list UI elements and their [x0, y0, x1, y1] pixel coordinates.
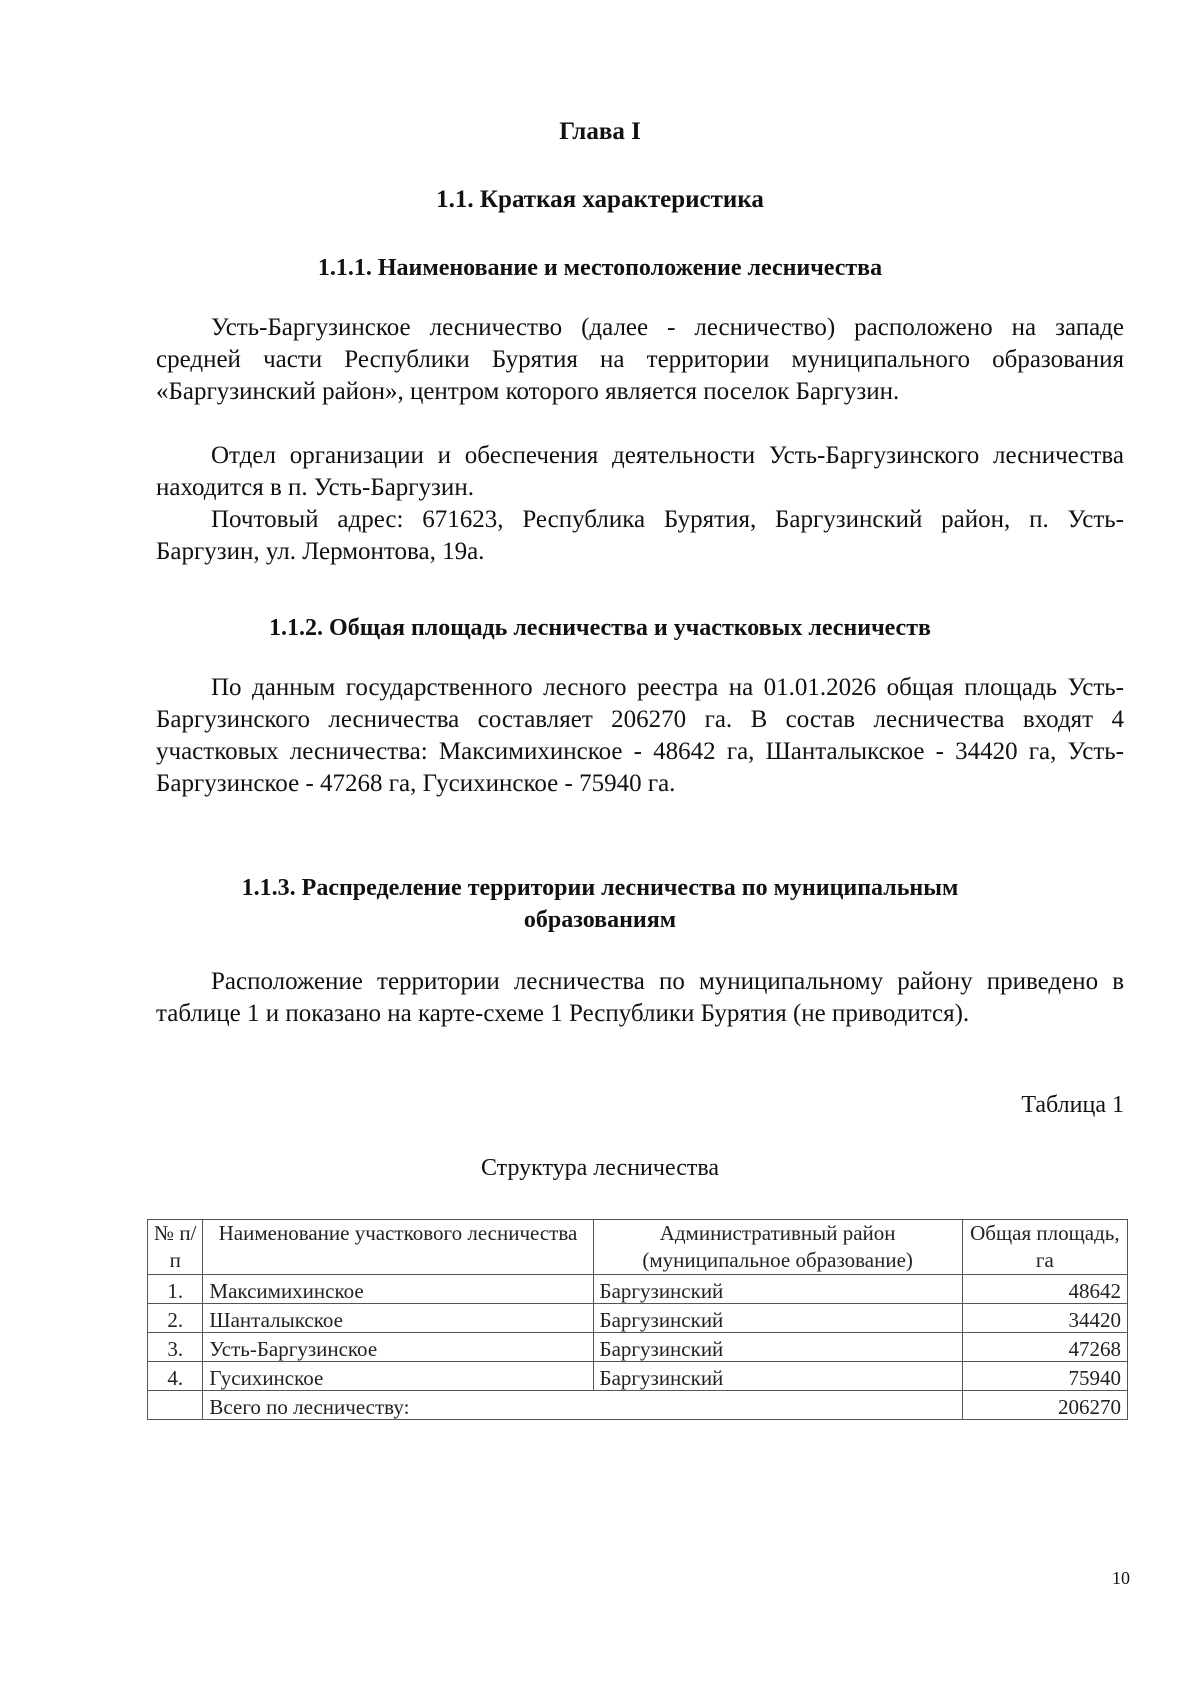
subsection-title-1: 1.1.1. Наименование и местоположение лесничества — [317, 255, 883, 281]
cell-name: Гусихинское — [203, 1362, 593, 1391]
paragraph-address: Почтовый адрес: 671623, Республика Бурятия, Баргузинский район, п. Усть-Баргузин, ул. Лермонтова, 19а. — [156, 506, 1124, 565]
cell-area: 34420 — [962, 1304, 1127, 1333]
header-num: № п/п — [148, 1220, 203, 1275]
table-total-row — [148, 1391, 1128, 1420]
table-row — [148, 1333, 1128, 1362]
table-row — [148, 1304, 1128, 1333]
header-area: Общая площадь, га — [962, 1220, 1127, 1275]
subsection-title-3-line2: образованиям — [523, 907, 677, 933]
subsection-title-3 — [150, 872, 1050, 936]
paragraph-location: Усть-Баргузинское лесничество (далее - лесничество) расположено на западе средней части Республики Бурятия на территории муниципального образования «Баргузинский район», центром которого является поселок Баргузин. — [156, 314, 1124, 405]
total-label: Всего по лесничеству: — [203, 1391, 962, 1420]
cell-area: 48642 — [962, 1275, 1127, 1304]
header-district: Административный район (муниципальное образование) — [593, 1220, 962, 1275]
paragraph-distribution: Расположение территории лесничества по муниципальному району приведено в таблице 1 и показано на карте-схеме 1 Республики Бурятия (не приводится). — [156, 968, 1124, 1027]
cell-name: Шанталыкское — [203, 1304, 593, 1333]
cell-num: 4. — [148, 1362, 203, 1391]
paragraph-area: По данным государственного лесного реестра на 01.01.2026 общая площадь Усть-Баргузинского лесничества составляет 206270 га. В состав лесничества входят 4 участковых лесничества: Максимихинское - 48642 га, Шанталыкское - 34420 га, Усть-Баргузинское - 47268 га, Гусихинское - 75940 га. — [156, 674, 1124, 797]
cell-num: 3. — [148, 1333, 203, 1362]
cell-district: Баргузинский — [593, 1362, 962, 1391]
table-header-row — [148, 1220, 1128, 1275]
cell-num-empty — [148, 1391, 203, 1420]
header-name: Наименование участкового лесничества — [203, 1220, 593, 1275]
table-label: Таблица 1 — [1021, 1092, 1124, 1118]
cell-num: 2. — [148, 1304, 203, 1333]
subsection-title-2: 1.1.2. Общая площадь лесничества и участковых лесничеств — [269, 615, 931, 641]
cell-district: Баргузинский — [593, 1275, 962, 1304]
chapter-title: Глава I — [559, 118, 641, 145]
cell-name: Усть-Баргузинское — [203, 1333, 593, 1362]
cell-district: Баргузинский — [593, 1304, 962, 1333]
subsection-title-3-line1: 1.1.3. Распределение территории лесничества по муниципальным — [241, 875, 959, 901]
cell-name: Максимихинское — [203, 1275, 593, 1304]
cell-area: 75940 — [962, 1362, 1127, 1391]
table-row — [148, 1362, 1128, 1391]
cell-district: Баргузинский — [593, 1333, 962, 1362]
cell-area: 47268 — [962, 1333, 1127, 1362]
table-title: Структура лесничества — [480, 1155, 720, 1181]
section-title: 1.1. Краткая характеристика — [436, 186, 764, 213]
page-number: 10 — [1112, 1568, 1130, 1588]
forestry-structure-table — [147, 1219, 1128, 1420]
table-row — [148, 1275, 1128, 1304]
cell-num: 1. — [148, 1275, 203, 1304]
paragraph-office: Отдел организации и обеспечения деятельности Усть-Баргузинского лесничества находится в п. Усть-Баргузин. — [156, 442, 1124, 501]
total-area: 206270 — [962, 1391, 1127, 1420]
